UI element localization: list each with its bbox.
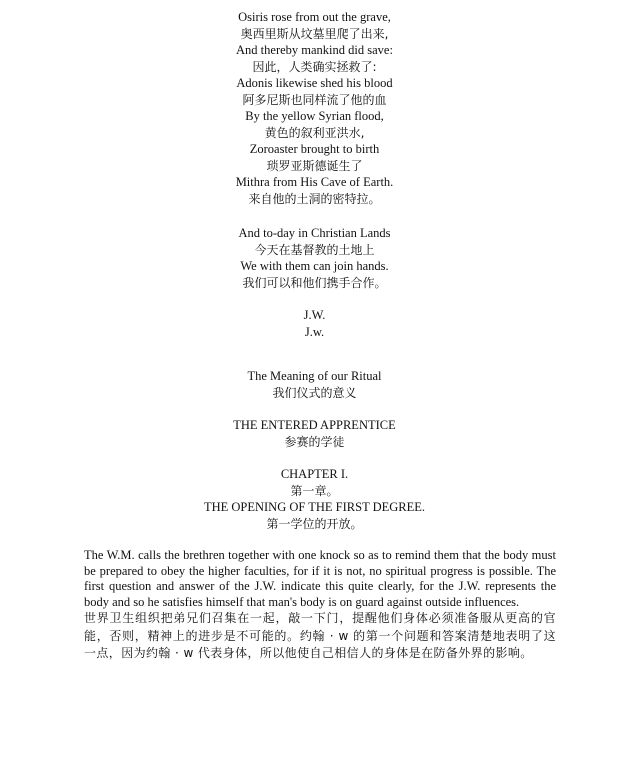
poem-stanza-2 bbox=[0, 225, 629, 291]
poem-line-translation: 因此，人类确实拯救了: bbox=[252, 59, 377, 74]
poem-line: Mithra from His Cave of Earth. bbox=[235, 175, 394, 189]
poem-line-translation: 今天在基督教的土地上 bbox=[254, 242, 375, 257]
poem-line: And thereby mankind did save: bbox=[236, 43, 393, 57]
chapter-heading bbox=[0, 466, 629, 532]
body-paragraph-en: The W.M. calls the brethren together with one knock so as to remind them that the body must be prepared to obey the higher faculties, for if it is not, no spiritual progress is possible. The first question and answer of the J.W. indicate this quite clearly, for the J.W. represents the body and so he satisfies himself that man's body is on guard against outside influences. bbox=[84, 548, 556, 609]
section-subtitle bbox=[0, 417, 629, 450]
poem-line-translation: 黄色的叙利亚洪水, bbox=[264, 125, 365, 140]
chapter-title-en: THE OPENING OF THE FIRST DEGREE. bbox=[203, 500, 426, 514]
poem-line-translation: 我们可以和他们携手合作。 bbox=[242, 275, 387, 290]
poem-line-translation: 琐罗亚斯德诞生了 bbox=[266, 158, 363, 173]
chapter-number-en: CHAPTER I. bbox=[280, 467, 349, 481]
signature-initials: J.W. bbox=[303, 308, 326, 322]
section-title bbox=[0, 368, 629, 401]
poem-stanza-1 bbox=[0, 9, 629, 207]
chapter-title-cn: 第一学位的开放。 bbox=[266, 516, 363, 531]
body-paragraph-cn: 世界卫生组织把弟兄们召集在一起，敲一下门，提醒他们身体必须准备服从更高的官能，否则，精神上的进步是不可能的。约翰 · w 的第一个问题和答案清楚地表明了这一点，因为约翰 · w 代表身体，所以他使自己相信人的身体是在防备外界的影响。 bbox=[84, 611, 556, 660]
poem-line: And to-day in Christian Lands bbox=[238, 226, 391, 240]
poem-line: By the yellow Syrian flood, bbox=[245, 109, 384, 123]
poem-line: Adonis likewise shed his blood bbox=[236, 76, 393, 90]
poem-signature bbox=[0, 307, 629, 340]
poem-line-translation: 阿多尼斯也同样流了他的血 bbox=[242, 92, 387, 107]
section-subtitle-cn: 参赛的学徒 bbox=[284, 434, 345, 449]
poem-line-translation: 奥西里斯从坟墓里爬了出来, bbox=[240, 26, 389, 41]
section-title-cn: 我们仪式的意义 bbox=[272, 385, 357, 400]
poem-line: We with them can join hands. bbox=[240, 259, 389, 273]
poem-line-translation: 来自他的土洞的密特拉。 bbox=[248, 191, 381, 206]
section-subtitle-en: THE ENTERED APPRENTICE bbox=[233, 418, 396, 432]
poem-line: Osiris rose from out the grave, bbox=[238, 10, 391, 24]
chapter-number-cn: 第一章。 bbox=[290, 483, 339, 498]
signature-initials-alt: J.w. bbox=[304, 324, 325, 339]
section-title-en: The Meaning of our Ritual bbox=[247, 369, 382, 383]
body-paragraphs bbox=[84, 548, 556, 663]
poem-line: Zoroaster brought to birth bbox=[249, 142, 380, 156]
